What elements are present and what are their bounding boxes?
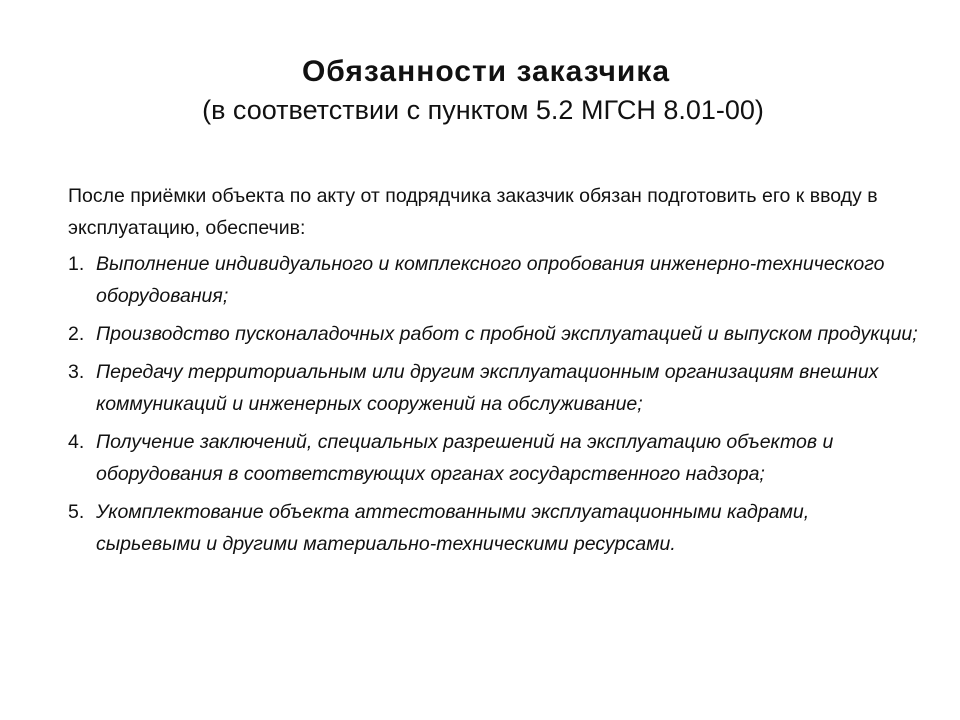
list-item	[68, 496, 918, 560]
list-item-number: 5.	[68, 501, 85, 523]
list-item	[68, 426, 918, 490]
intro-paragraph: После приёмки объекта по акту от подрядчика заказчик обязан подготовить его к вводу в эксплуатацию, обеспечив:	[68, 185, 878, 239]
slide-subtitle: (в соответствии с пунктом 5.2 МГСН 8.01-00)	[202, 95, 764, 125]
list-item-number: 1.	[68, 253, 85, 275]
list-item-number: 3.	[68, 361, 85, 383]
duties-list	[68, 248, 918, 560]
list-item	[68, 248, 918, 312]
slide-title: Обязанности заказчика	[301, 55, 671, 88]
list-item	[68, 356, 918, 420]
list-item-text: Получение заключений, специальных разрешений на эксплуатацию объектов и оборудования в соответствующих органах государственного надзора;	[96, 431, 834, 485]
title-block	[0, 52, 960, 128]
list-item	[68, 318, 918, 350]
list-item-number: 2.	[68, 323, 85, 345]
list-item-number: 4.	[68, 431, 85, 453]
list-item-text: Выполнение индивидуального и комплексного опробования инженерно-технического оборудования;	[96, 253, 885, 307]
list-item-text: Производство пусконаладочных работ с пробной эксплуатацией и выпуском продукции;	[96, 323, 918, 345]
list-item-text: Передачу территориальным или другим эксплуатационным организациям внешних коммуникаций и инженерных сооружений на обслуживание;	[96, 361, 879, 415]
slide-content	[68, 180, 918, 566]
list-item-text: Укомплектование объекта аттестованными эксплуатационными кадрами, сырьевыми и другими материально-техническими ресурсами.	[96, 501, 810, 555]
